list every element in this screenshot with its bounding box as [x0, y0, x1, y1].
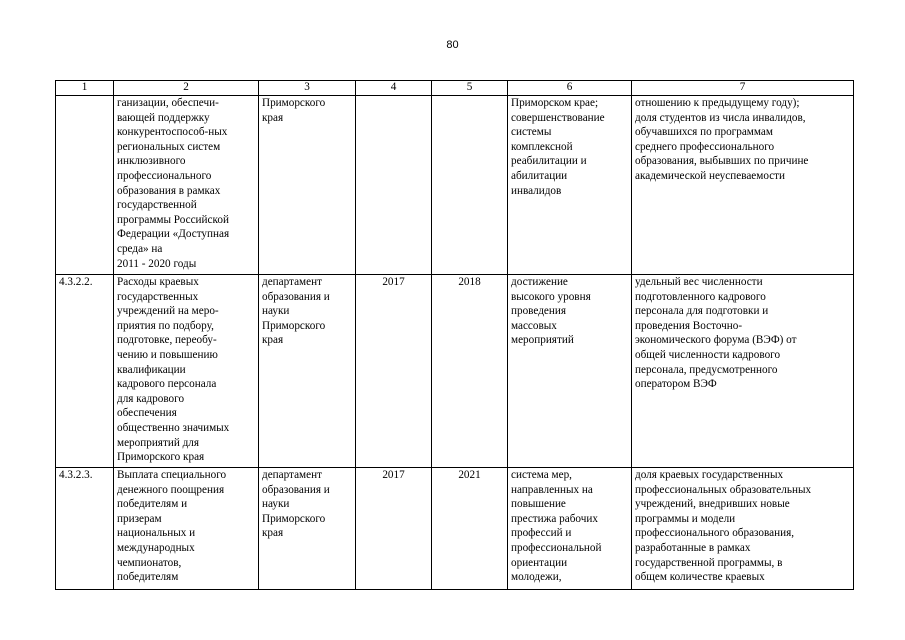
expected-result: достижение высокого уровня проведения массовых мероприятий: [508, 275, 632, 468]
executor: департамент образования и науки Приморского края: [259, 275, 356, 468]
measure-name: Расходы краевых государственных учреждений на меро- приятия по подбору, подготовке, переобу- чению и повышению квалификации кадрового персонала для кадрового обеспечения общественно значимых мероприятий для Приморского края: [114, 275, 259, 468]
indicator: отношению к предыдущему году); доля студентов из числа инвалидов, обучавшихся по программам среднего профессионального образования, выбывших по причине академической неуспеваемости: [632, 96, 854, 275]
column-header-4: 4: [356, 81, 432, 96]
measure-name: Выплата специального денежного поощрения победителям и призерам национальных и международных чемпионатов, победителям: [114, 468, 259, 590]
expected-result: Приморском крае; совершенствование системы комплексной реабилитации и абилитации инвалидов: [508, 96, 632, 275]
expected-result: система мер, направленных на повышение престижа рабочих профессий и профессиональной ориентации молодежи,: [508, 468, 632, 590]
column-header-3: 3: [259, 81, 356, 96]
table-row: [56, 275, 854, 468]
start-year: 2017: [356, 275, 432, 468]
row-number: [56, 96, 114, 275]
measure-name: ганизации, обеспечи- вающей поддержку конкурентоспособ-ных региональных систем инклюзивного профессионального образования в рамках государственной программы Российской Федерации «Доступная среда» на 2011 - 2020 годы: [114, 96, 259, 275]
table-header-row: [56, 81, 854, 96]
column-header-2: 2: [114, 81, 259, 96]
table-row: [56, 468, 854, 590]
column-header-6: 6: [508, 81, 632, 96]
row-number: 4.3.2.3.: [56, 468, 114, 590]
column-header-5: 5: [432, 81, 508, 96]
start-year: [356, 96, 432, 275]
end-year: 2021: [432, 468, 508, 590]
column-header-1: 1: [56, 81, 114, 96]
start-year: 2017: [356, 468, 432, 590]
end-year: [432, 96, 508, 275]
column-header-7: 7: [632, 81, 854, 96]
row-number: 4.3.2.2.: [56, 275, 114, 468]
program-measures-table: [55, 80, 854, 590]
executor: департамент образования и науки Приморского края: [259, 468, 356, 590]
page-number: 80: [446, 39, 459, 51]
indicator: доля краевых государственных профессиональных образовательных учреждений, внедривших новые программы и модели профессионального образования, разработанные в рамках государственной программы, в общем количестве краевых: [632, 468, 854, 590]
executor: Приморского края: [259, 96, 356, 275]
end-year: 2018: [432, 275, 508, 468]
table-row: [56, 96, 854, 275]
indicator: удельный вес численности подготовленного кадрового персонала для подготовки и проведения Восточно- экономического форума (ВЭФ) от общей численности кадрового персонала, предусмотренного оператором ВЭФ: [632, 275, 854, 468]
